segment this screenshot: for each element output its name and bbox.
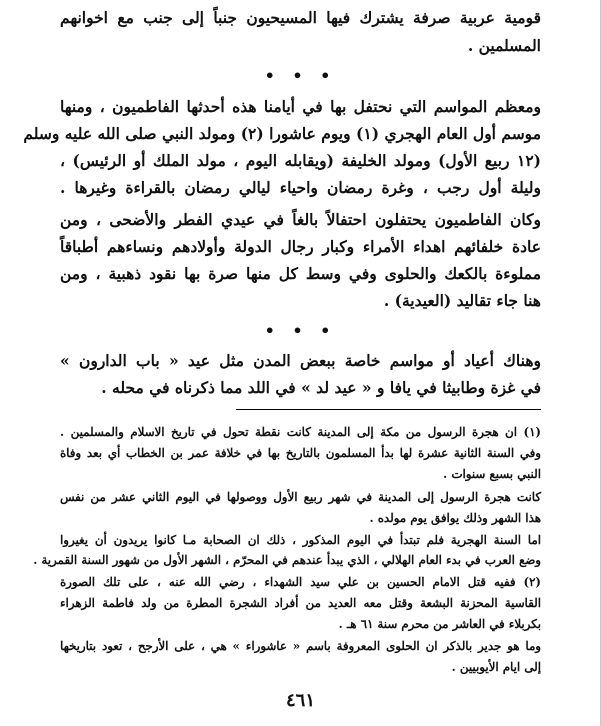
footnote-line: كانت هجرة الرسول إلى المدينة في شهر ربيع الأول ووصولها في اليوم الثاني عشر من نفس	[60, 490, 541, 504]
body-line: المسلمين .	[467, 36, 541, 55]
body-line: موسم أول العام الهجري (١) ويوم عاشورا (٢) ومولد النبي صلى الله عليه وسلم	[23, 124, 541, 143]
body-line: ومعظم المواسم التي نحتفل بها في أيامنا هذه أحدثها الفاطميون ، ومنها	[60, 97, 541, 116]
section-separator: • • •	[264, 66, 337, 85]
footnote-line: وفي السنة الثانية عشرة لها بدأ المسلمون بالتاريخ بها في خلافة عمر بن الخطاب أي بعد وفاة	[60, 446, 541, 460]
footnote-line: القاسية المحزنة البشعة وقتل معه العديد من أفراد الشجرة المطرة من ولد فاطمة الزهراء	[60, 596, 541, 610]
footnote-line: (١) ان هجرة الرسول من مكة إلى المدينة كانت نقطة تحول في تاريخ الاسلام والمسلمين .	[60, 425, 541, 439]
body-line: وليلة أول رجب ، وغرة رمضان واحياء ليالي رمضان بالقراءة وغيرها .	[60, 178, 541, 197]
footnote-line: بكربلاء في العاشر من محرم سنة ٦١ هـ .	[338, 617, 541, 631]
footnote-line: (٢) ففيه قتل الامام الحسين بن علي سيد الشهداء ، رضي الله عنه ، على تلك الصورة	[60, 575, 541, 589]
footnote-line: وما هو جدير بالذكر ان الحلوى المعروفة باسم « عاشوراء » هي ، على الأرجح ، تعود بتاريخها	[60, 639, 541, 653]
page-number: ٤٦١	[285, 690, 315, 711]
body-line: (١٢ ربيع الأول) ومولد الخليفة (ويقابله اليوم ، مولد الملك أو الرئيس) ،	[60, 151, 541, 170]
body-line: قومية عربية صرفة يشترك فيها المسيحيون جنباً إلى جنب مع اخوانهم	[60, 8, 541, 27]
body-line: مملوءة بالكعك والحلوى وفي وسط كل منها صرة بها نقود ذهبية ، ومن	[60, 264, 541, 283]
footnote-divider	[236, 409, 541, 410]
body-line: عادة خلفائهم اهداء الأمراء وكبار رجال الدولة وأولادهم ونساءهم أطباقاً	[60, 237, 541, 256]
footnote-line: إلى ايام الأيوبيين .	[451, 660, 541, 674]
section-separator: • • •	[264, 321, 337, 340]
footnote-line: اما السنة الهجرية فلم تبتدأ في اليوم المذكور ، ذلك ان الصحابة مـا كانوا يريدون أن يغيروا	[60, 533, 541, 547]
footnote-line: وضع العرب في بدء العام الهلالي ، الذي يبدأ عندهم في المحرّم ، الشهر الأول من شهور السنة القمرية .	[33, 553, 541, 567]
footnote-line: هذا الشهر وذلك يوافق يوم مولده .	[369, 511, 541, 525]
body-line: هنا جاء تقاليد (العيدية) .	[383, 291, 541, 310]
body-line: وكان الفاطميون يحتفلون احتفالاً بالغاً في عيدي الفطر والأضحى ، ومن	[60, 210, 541, 229]
footnote-line: النبي بسبع سنوات .	[443, 467, 541, 481]
body-line: في غزة وطابيثا في يافا و « عيد لد » في اللد مما ذكرناه في محله .	[101, 378, 541, 397]
body-line: وهناك أعياد أو مواسم خاصة ببعض المدن مثل عيد « باب الدارون »	[60, 351, 541, 370]
